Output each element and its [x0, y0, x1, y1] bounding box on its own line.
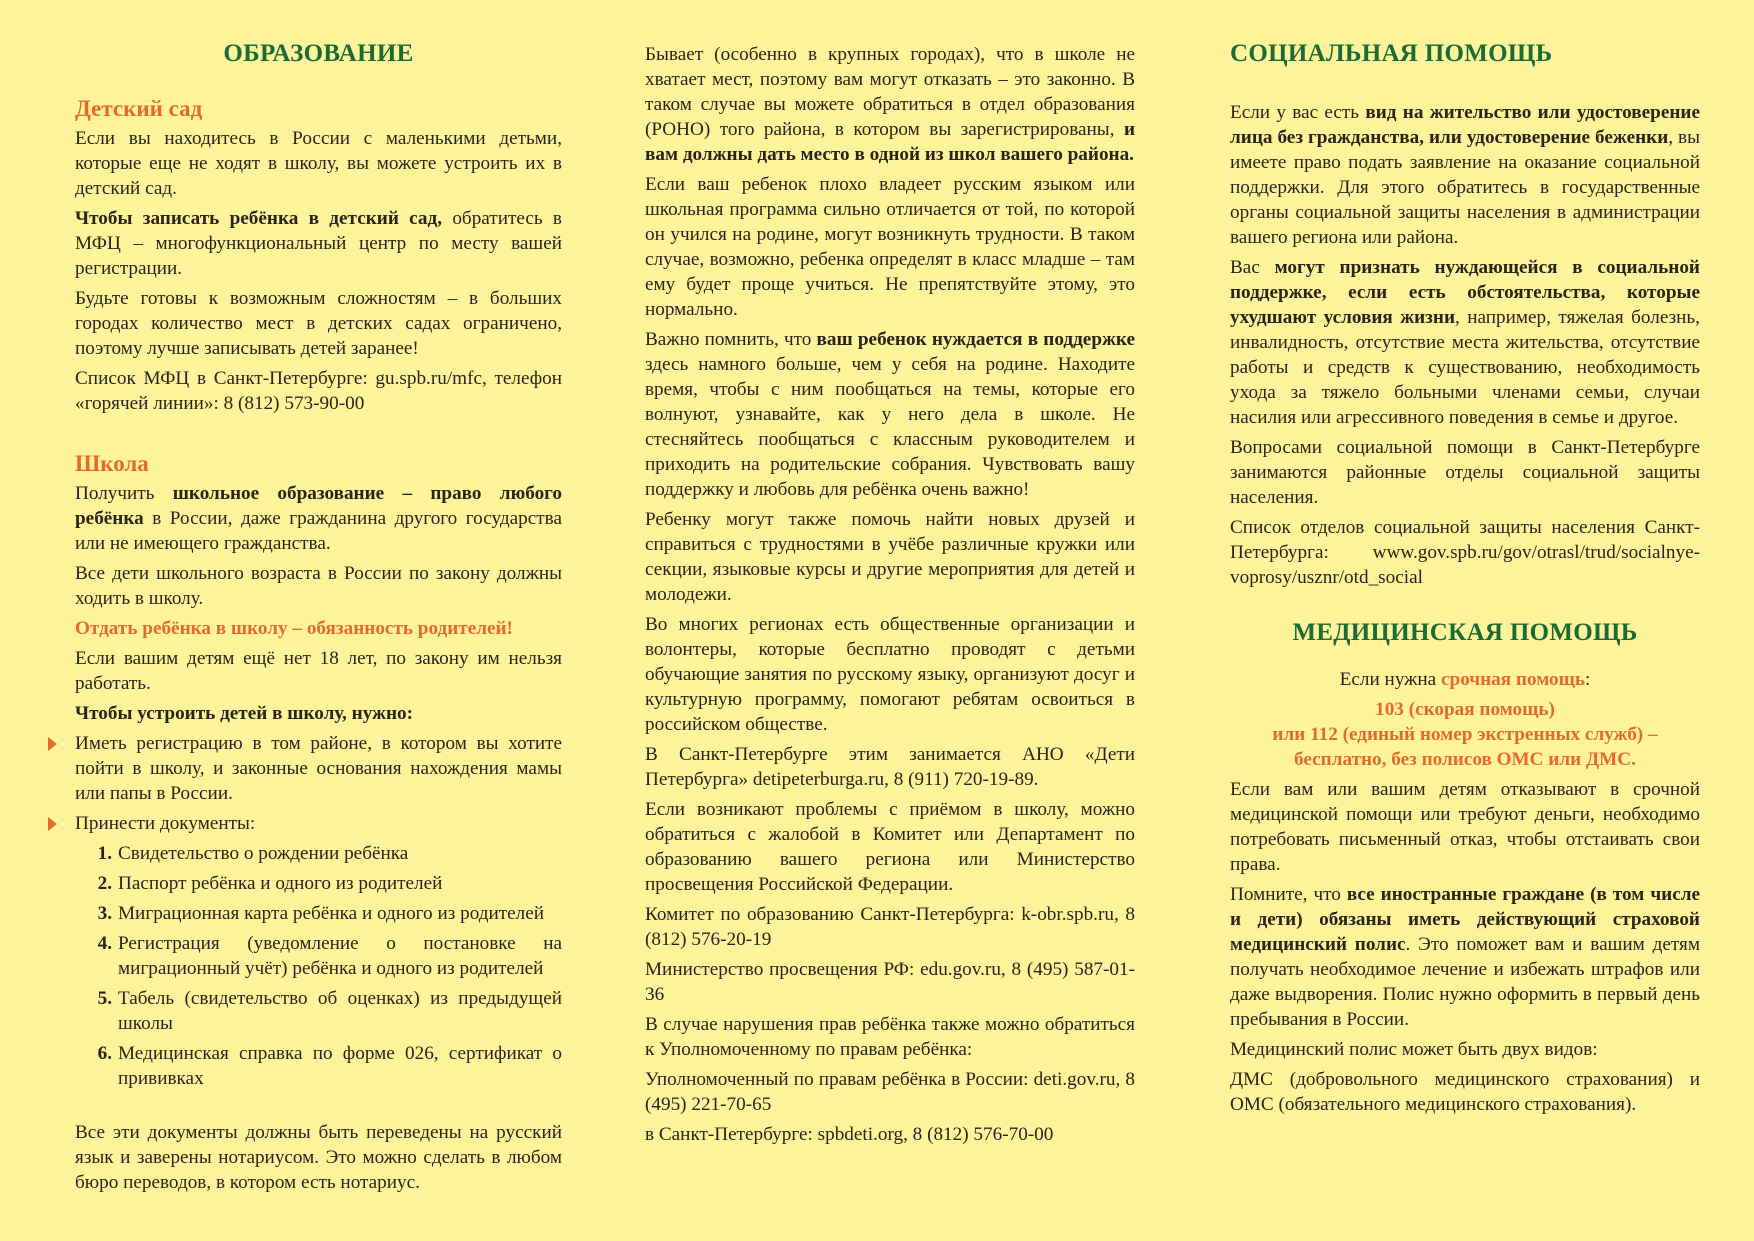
medical-emergency-112: или 112 (единый номер экстренных служб) –: [1272, 724, 1658, 745]
school-right: Получить школьное образование – право любого ребёнка в России, даже гражданина другого государства или не имеющего гражданства.: [75, 483, 562, 554]
school-support: Важно помнить, что ваш ребенок нуждается в поддержке здесь намного больше, чем у себя на родине. Находите время, чтобы с ним пообщаться на темы, которые его волнуют, узнавайте, как у него дела в школе. Не стесняйтесь пообщаться с классным руководителем и приходить на родительские собрания. Чувствовать вашу поддержку и любовь для ребёнка очень важно!: [645, 329, 1135, 500]
list-item: 6. Медицинская справка по форме 026, сертификат о прививках: [97, 1043, 562, 1089]
section-title-education: ОБРАЗОВАНИЕ: [223, 40, 414, 67]
social-eligibility: Если у вас есть вид на жительство или удостоверение лица без гражданства, или удостоверение беженки, вы имеете право подать заявление на оказание социальной поддержки. Для этого обратитесь в государственные органы социальной защиты населения в администрации вашего региона или района.: [1230, 102, 1701, 248]
requirement-registration: Иметь регистрацию в том районе, в котором вы хотите пойти в школу, и законные основания нахождения мамы или папы в России.: [75, 733, 562, 804]
subtitle-kindergarten: Детский сад: [75, 96, 203, 121]
list-item: 2. Паспорт ребёнка и одного из родителей: [97, 873, 443, 894]
school-work-age: Если вашим детям ещё нет 18 лет, по закону им нельзя работать.: [75, 648, 562, 694]
social-offices-list: Список отделов социальной защиты населения Санкт-Петербурга: www.gov.spb.ru/gov/otrasl/trud/socialnye-voprosy/usznr/otd_social: [1230, 517, 1700, 588]
social-needs: Вас могут признать нуждающейся в социальной поддержке, если есть обстоятельства, которые ухудшают условия жизни, например, тяжелая болезнь, инвалидность, отсутствие места жительства, отсутствие работы и средств к существованию, необходимость ухода за тяжело больными членами семьи, случаи насилия или агрессивного поведения в семье и другое.: [1230, 257, 1700, 428]
medical-policy-types-intro: Медицинский полис может быть двух видов:: [1230, 1039, 1598, 1060]
medical-refusal: Если вам или вашим детям отказывают в срочной медицинской помощи или требуют деньги, необходимо потребовать письменный отказ, чтобы отстаивать свои права.: [1230, 779, 1700, 875]
contact-ombudsman-russia: Уполномоченный по правам ребёнка в России: deti.gov.ru, 8 (495) 221-70-65: [645, 1069, 1135, 1115]
requirement-documents: Принести документы:: [75, 811, 562, 836]
school-spb-org: В Санкт-Петербурге этим занимается АНО «Дети Петербурга» detipeterburga.ru, 8 (911) 720-19-89.: [645, 744, 1135, 790]
kindergarten-mfc-list: Список МФЦ в Санкт-Петербурге: gu.spb.ru/mfc, телефон «горячей линии»: 8 (812) 573-90-00: [75, 368, 562, 414]
contact-ombudsman-spb: в Санкт-Петербурге: spbdeti.org, 8 (812) 576-70-00: [645, 1124, 1054, 1145]
medical-emergency-free: бесплатно, без полисов ОМС или ДМС.: [1294, 749, 1636, 770]
medical-emergency-103: 103 (скорая помощь): [1375, 699, 1555, 720]
medical-insurance-required: Помните, что все иностранные граждане (в том числе и дети) обязаны иметь действующий страховой медицинский полис. Это поможет вам и вашим детям получать необходимое лечение и избежать штрафов или даже выдворения. Полис нужно оформить в первый день пребывания в России.: [1230, 884, 1700, 1030]
kindergarten-enroll: Чтобы записать ребёнка в детский сад, обратитесь в МФЦ – многофункциональный центр по месту вашей регистрации.: [75, 208, 562, 279]
school-no-places: Бывает (особенно в крупных городах), что в школе не хватает мест, поэтому вам могут отказать – это законно. В таком случае вы можете обратиться в отдел образования (РОНО) того района, в котором вы зарегистрированы, и вам должны дать место в одной из школ вашего района.: [645, 44, 1135, 165]
list-item: 4. Регистрация (уведомление о постановке на миграционный учёт) ребёнка и одного из родителей: [97, 933, 562, 979]
documents-translation-note: Все эти документы должны быть переведены на русский язык и заверены нотариусом. Это можно сделать в любом бюро переводов, в котором есть нотариус.: [75, 1122, 562, 1193]
column-social-medical: [1230, 38, 1700, 1122]
child-rights-intro: В случае нарушения прав ребёнка также можно обратиться к Уполномоченному по правам ребёнка:: [645, 1014, 1135, 1060]
list-item: 5. Табель (свидетельство об оценках) из предыдущей школы: [97, 988, 562, 1034]
school-clubs: Ребенку могут также помочь найти новых друзей и справиться с трудностями в учёбе различные кружки или секции, языковые курсы и другие мероприятия для детей и молодежи.: [645, 509, 1135, 605]
section-title-social: СОЦИАЛЬНАЯ ПОМОЩЬ: [1230, 40, 1553, 67]
school-requirements-heading: Чтобы устроить детей в школу, нужно:: [75, 703, 413, 724]
school-language-difficulty: Если ваш ребенок плохо владеет русским языком или школьная программа сильно отличается от той, по которой он учился на родине, могут возникнуть трудности. В таком случае, возможно, ребенка определят в класс младше – там ему будет проще учиться. Не препятствуйте этому, это нормально.: [645, 174, 1135, 320]
column-education: [75, 38, 562, 1200]
kindergarten-warning: Будьте готовы к возможным сложностям – в больших городах количество мест в детских садах ограничено, поэтому лучше записывать детей заранее!: [75, 288, 562, 359]
school-complaints: Если возникают проблемы с приёмом в школу, можно обратиться с жалобой в Комитет или Департамент по образованию вашего региона или Министерство просвещения Российской Федерации.: [645, 799, 1135, 895]
section-title-medical: МЕДИЦИНСКАЯ ПОМОЩЬ: [1292, 619, 1638, 646]
list-item: 3. Миграционная карта ребёнка и одного из родителей: [97, 903, 545, 924]
medical-urgent-intro: Если нужна срочная помощь:: [1339, 669, 1591, 690]
column-education-continued: [645, 42, 1135, 1152]
documents-list: [75, 841, 562, 1091]
social-spb-offices: Вопросами социальной помощи в Санкт-Петербурге занимаются районные отделы социальной защиты населения.: [1230, 437, 1700, 508]
contact-ministry: Министерство просвещения РФ: edu.gov.ru, 8 (495) 587-01-36: [645, 959, 1135, 1005]
school-mandatory: Все дети школьного возраста в России по закону должны ходить в школу.: [75, 563, 562, 609]
contact-spb-committee: Комитет по образованию Санкт-Петербурга: k-obr.spb.ru, 8 (812) 576-20-19: [645, 904, 1135, 950]
list-item: 1. Свидетельство о рождении ребёнка: [97, 843, 409, 864]
school-parent-duty: Отдать ребёнка в школу – обязанность родителей!: [75, 618, 513, 639]
kindergarten-intro: Если вы находитесь в России с маленькими детьми, которые еще не ходят в школу, вы можете устроить их в детский сад.: [75, 128, 562, 199]
school-volunteers: Во многих регионах есть общественные организации и волонтеры, которые бесплатно проводят с детьми обучающие занятия по русскому языку, организуют досуг и культурную программу, помогают ребятам освоиться в российском обществе.: [645, 614, 1135, 735]
medical-policy-types: ДМС (добровольного медицинского страхования) и ОМС (обязательного медицинского страхования).: [1230, 1069, 1700, 1115]
subtitle-school: Школа: [75, 451, 149, 476]
